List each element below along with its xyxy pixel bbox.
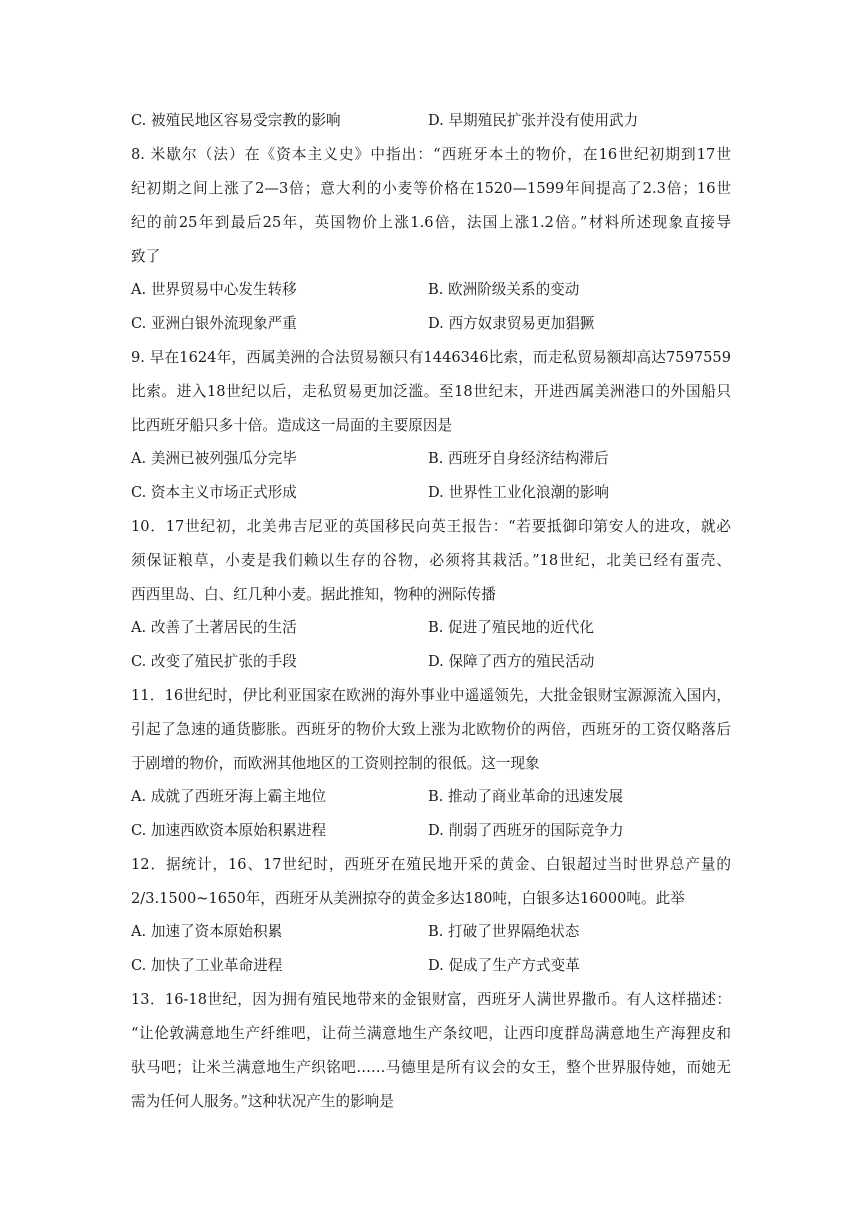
q12-stem-line: 2/3.1500~1650年，西班牙从美洲掠夺的黄金多达180吨，白银多达16000吨。此举: [131, 890, 685, 907]
q8-option-b: B. 欧洲阶级关系的变动: [428, 281, 580, 298]
q10-option-a: A. 改善了土著居民的生活: [131, 619, 297, 636]
q11-stem-line: 11．16世纪时，伊比利亚国家在欧洲的海外事业中遥遥领先，大批金银财宝源源流入国内，: [131, 687, 731, 704]
q11-stem-line: 于剧增的物价，而欧洲其他地区的工资则控制的很低。这一现象: [131, 755, 540, 772]
q9-option-a: A. 美洲已被列强瓜分完毕: [131, 450, 297, 467]
q8-option-d: D. 西方奴隶贸易更加猖獗: [428, 315, 595, 332]
q9-option-d: D. 世界性工业化浪潮的影响: [428, 484, 609, 501]
q12-option-c: C. 加快了工业革命进程: [131, 957, 283, 974]
q9-stem-line: 比西班牙船只多十倍。造成这一局面的主要原因是: [131, 417, 453, 434]
q9-option-c: C. 资本主义市场正式形成: [131, 484, 297, 501]
q12-option-a: A. 加速了资本原始积累: [131, 923, 283, 940]
q8-stem-line: 纪初期之间上涨了2—3倍；意大利的小麦等价格在1520—1599年间提高了2.3倍；16世: [131, 180, 731, 197]
q13-stem-line: 13．16-18世纪，因为拥有殖民地带来的金银财富，西班牙人满世界撒币。有人这样描述：: [131, 991, 731, 1008]
q10-stem-line: 西西里岛、白、红几种小麦。据此推知，物种的洲际传播: [131, 586, 496, 603]
q8-stem-line: 8. 米歇尔（法）在《资本主义史》中指出：“西班牙本土的物价，在16世纪初期到17世: [131, 146, 731, 163]
q9-option-b: B. 西班牙自身经济结构滞后: [428, 450, 609, 467]
q10-option-c: C. 改变了殖民扩张的手段: [131, 653, 297, 670]
q9-stem-line: 9. 早在1624年，西属美洲的合法贸易额只有1446346比索，而走私贸易额却高达7597559: [131, 349, 731, 366]
q11-option-c: C. 加速西欧资本原始积累进程: [131, 822, 327, 839]
q11-option-d: D. 削弱了西班牙的国际竞争力: [428, 822, 624, 839]
q12-option-d: D. 促成了生产方式变革: [428, 957, 580, 974]
q8-option-a: A. 世界贸易中心发生转移: [131, 281, 297, 298]
q13-stem-line: 需为任何人服务。”这种状况产生的影响是: [131, 1093, 394, 1110]
q12-option-b: B. 打破了世界隔绝状态: [428, 923, 580, 940]
q11-option-b: B. 推动了商业革命的迅速发展: [428, 788, 624, 805]
q13-stem-line: 驮马吧；让米兰满意地生产织铭吧……马德里是所有议会的女王，整个世界服侍她，而她无: [131, 1059, 731, 1076]
q11-stem-line: 引起了急速的通货膨胀。西班牙的物价大致上涨为北欧物价的两倍，西班牙的工资仅略落后: [131, 721, 731, 738]
q7-option-c: C. 被殖民地区容易受宗教的影响: [131, 112, 341, 129]
q10-option-d: D. 保障了西方的殖民活动: [428, 653, 595, 670]
q8-option-c: C. 亚洲白银外流现象严重: [131, 315, 297, 332]
q10-stem-line: 10．17世纪初，北美弗吉尼亚的英国移民向英王报告：“若要抵御印第安人的进攻，就必: [131, 518, 731, 535]
q8-stem-line: 致了: [131, 248, 161, 265]
q10-stem-line: 须保证粮草，小麦是我们赖以生存的谷物，必须将其栽活。”18世纪，北美已经有蛋壳、: [131, 552, 731, 569]
q9-stem-line: 比索。进入18世纪以后，走私贸易更加泛滥。至18世纪末，开进西属美洲港口的外国船只: [131, 383, 731, 400]
q11-option-a: A. 成就了西班牙海上霸主地位: [131, 788, 326, 805]
q12-stem-line: 12．据统计，16、17世纪时，西班牙在殖民地开采的黄金、白银超过当时世界总产量的: [131, 856, 731, 873]
q8-stem-line: 纪的前25年到最后25年，英国物价上涨1.6倍，法国上涨1.2倍。”材料所述现象直接导: [131, 214, 731, 231]
q13-stem-line: “让伦敦满意地生产纤维吧，让荷兰满意地生产条纹吧，让西印度群岛满意地生产海狸皮和: [131, 1025, 731, 1042]
q10-option-b: B. 促进了殖民地的近代化: [428, 619, 594, 636]
q7-option-d: D. 早期殖民扩张并没有使用武力: [428, 112, 639, 129]
